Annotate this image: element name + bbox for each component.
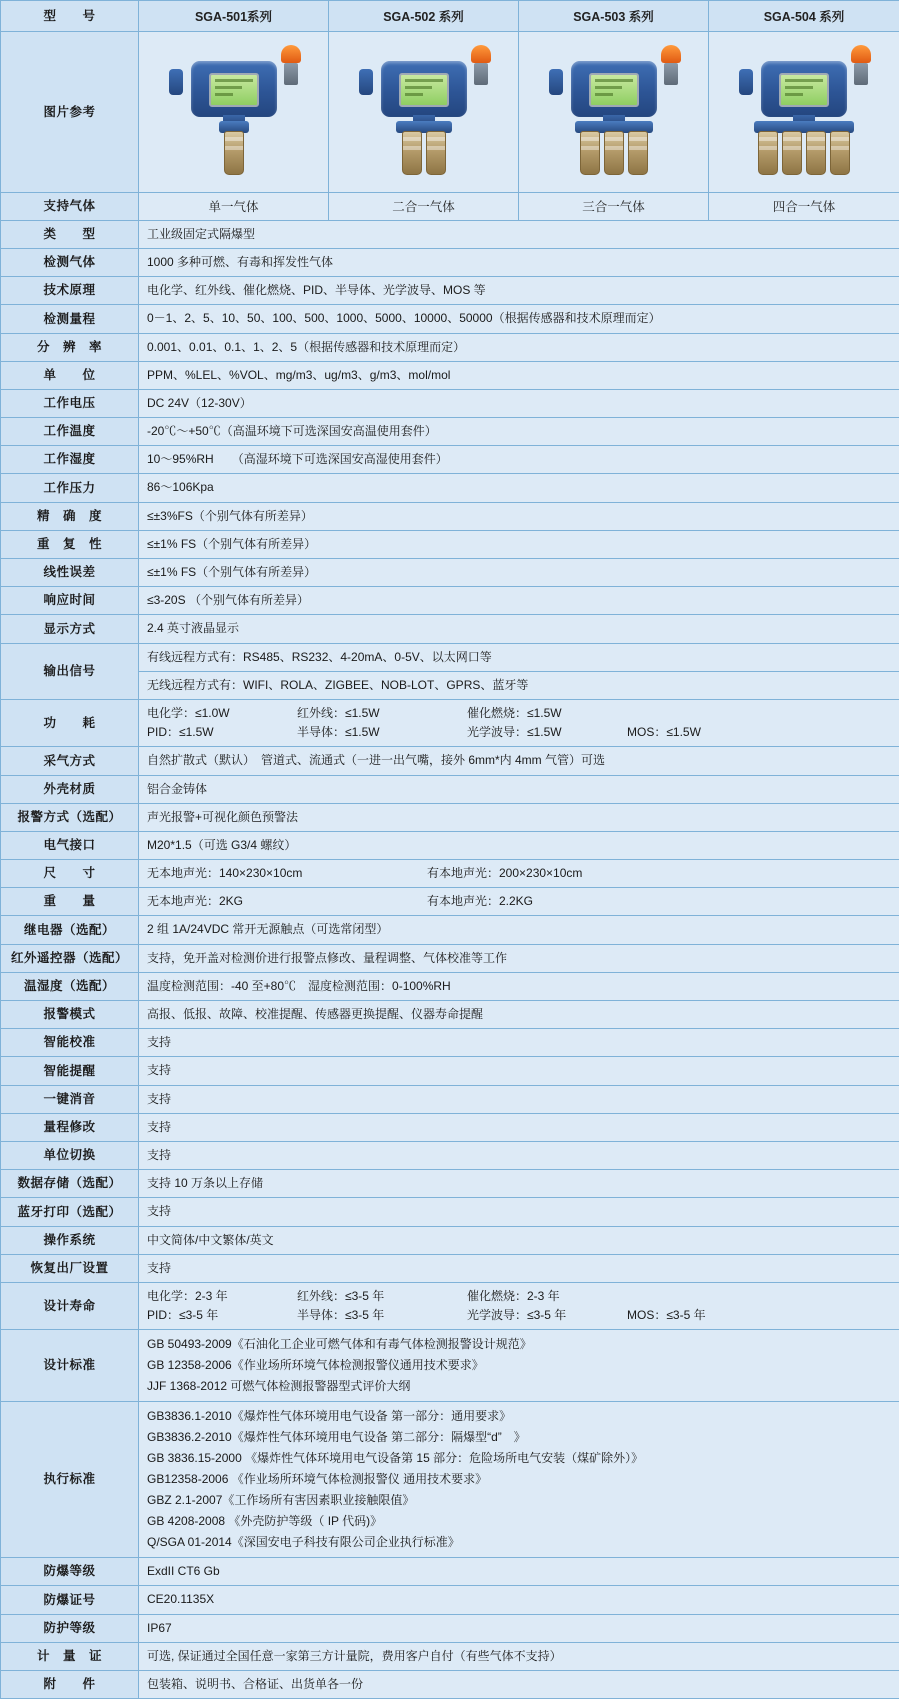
row-value: M20*1.5（可选 G3/4 螺纹） [139, 831, 899, 859]
row-value: CE20.1135X [139, 1586, 899, 1614]
row-value: 10～95%RH （高湿环境下可选深国安高湿使用套件） [139, 446, 899, 474]
row-label: 重 复 性 [1, 530, 139, 558]
table-row-model [1, 1, 899, 32]
gas-detector-illustration-4 [729, 39, 879, 185]
row-value: ExdII CT6 Gb [139, 1558, 899, 1586]
row-value: ≤3-20S （个别气体有所差异） [139, 587, 899, 615]
row-label-size: 尺 寸 [1, 860, 139, 888]
size-with-alarm: 有本地声光：200×230×10cm [427, 864, 582, 883]
row-value: ≤±3%FS（个别气体有所差异） [139, 502, 899, 530]
weight-with-alarm: 有本地声光：2.2KG [427, 892, 533, 911]
row-value: 高报、低报、故障、校准提醒、传感器更换提醒、仪器寿命提醒 [139, 1001, 899, 1029]
life-infrared: 红外线：≤3-5 年 [297, 1287, 467, 1306]
row-label-model: 型 号 [1, 1, 139, 32]
sensor-group [758, 131, 850, 175]
table-row-size [1, 860, 899, 888]
gas-value-501: 单一气体 [139, 193, 329, 221]
table-row [1, 389, 899, 417]
row-value: 支持 [139, 1085, 899, 1113]
row-value: IP67 [139, 1614, 899, 1642]
display-screen-icon [589, 73, 639, 107]
row-label: 单 位 [1, 361, 139, 389]
row-value: 支持 [139, 1198, 899, 1226]
row-value: 可选, 保证通过全国任意一家第三方计量院，费用客户自付（有些气体不支持） [139, 1642, 899, 1670]
table-row [1, 277, 899, 305]
row-label: 温湿度（选配） [1, 972, 139, 1000]
device-image-501 [139, 32, 329, 193]
life-catalytic: 催化燃烧：2-3 年 [467, 1287, 560, 1306]
exec-standard-line: GB3836.1-2010《爆炸性气体环境用电气设备 第一部分：通用要求》 [147, 1406, 891, 1427]
life-electrochemical: 电化学：2-3 年 [147, 1287, 297, 1306]
row-label: 响应时间 [1, 587, 139, 615]
table-row [1, 1029, 899, 1057]
row-label: 技术原理 [1, 277, 139, 305]
row-value-exec-standard [139, 1402, 899, 1558]
table-row [1, 1085, 899, 1113]
row-label: 防护等级 [1, 1614, 139, 1642]
table-row [1, 1001, 899, 1029]
row-label: 工作电压 [1, 389, 139, 417]
table-row [1, 361, 899, 389]
table-row [1, 220, 899, 248]
row-label: 恢复出厂设置 [1, 1254, 139, 1282]
row-label-output-signal: 输出信号 [1, 643, 139, 699]
row-value: DC 24V（12-30V） [139, 389, 899, 417]
row-value-weight [139, 888, 899, 916]
table-row-power [1, 699, 899, 746]
row-label: 显示方式 [1, 615, 139, 643]
model-504: SGA-504 系列 [709, 1, 899, 32]
row-label: 红外遥控器（选配） [1, 944, 139, 972]
table-row-images [1, 32, 899, 193]
exec-standard-line: GB12358-2006 《作业场所环境气体检测报警仪 通用技术要求》 [147, 1469, 891, 1490]
row-label: 采气方式 [1, 747, 139, 775]
table-row [1, 305, 899, 333]
life-line-1 [147, 1287, 891, 1306]
power-infrared: 红外线：≤1.5W [297, 704, 467, 723]
row-label-exec-standard: 执行标准 [1, 1402, 139, 1558]
row-value-size [139, 860, 899, 888]
table-row-exec-standard [1, 1402, 899, 1558]
table-row [1, 1586, 899, 1614]
life-mos: MOS：≤3-5 年 [627, 1306, 706, 1325]
alarm-light-icon [851, 45, 871, 85]
size-without-alarm: 无本地声光：140×230×10cm [147, 864, 427, 883]
row-value: 0－1、2、5、10、50、100、500、1000、5000、10000、50000（根据传感器和技术原理而定） [139, 305, 899, 333]
model-503: SGA-503 系列 [519, 1, 709, 32]
design-standard-line: GB 12358-2006《作业场所环境气体检测报警仪通用技术要求》 [147, 1355, 891, 1376]
row-value: 支持 [139, 1113, 899, 1141]
table-row [1, 1198, 899, 1226]
row-label: 检测量程 [1, 305, 139, 333]
sensor-group [224, 131, 244, 175]
row-value: 中文简体/中文繁体/英文 [139, 1226, 899, 1254]
row-value: PPM、%LEL、%VOL、mg/m3、ug/m3、g/m3、mol/mol [139, 361, 899, 389]
table-row [1, 803, 899, 831]
row-label-image: 图片参考 [1, 32, 139, 193]
table-row [1, 1558, 899, 1586]
table-row [1, 615, 899, 643]
sensor-group [580, 131, 648, 175]
row-value: 声光报警+可视化颜色预警法 [139, 803, 899, 831]
row-value: 电化学、红外线、催化燃烧、PID、半导体、光学波导、MOS 等 [139, 277, 899, 305]
row-value: 支持 [139, 1029, 899, 1057]
row-value: 温度检测范围：-40 至+80℃ 湿度检测范围：0-100%RH [139, 972, 899, 1000]
table-row [1, 1671, 899, 1699]
row-value: 0.001、0.01、0.1、1、2、5（根据传感器和技术原理而定） [139, 333, 899, 361]
display-screen-icon [399, 73, 449, 107]
row-label: 报警方式（选配） [1, 803, 139, 831]
row-label: 类 型 [1, 220, 139, 248]
display-screen-icon [779, 73, 829, 107]
gas-value-504: 四合一气体 [709, 193, 899, 221]
row-label: 电气接口 [1, 831, 139, 859]
row-value-design-life [139, 1282, 899, 1329]
table-row [1, 502, 899, 530]
row-value: 铝合金铸体 [139, 775, 899, 803]
row-label: 工作压力 [1, 474, 139, 502]
row-label: 数据存储（选配） [1, 1170, 139, 1198]
gas-detector-illustration-1 [159, 39, 309, 185]
model-502: SGA-502 系列 [329, 1, 519, 32]
table-row [1, 559, 899, 587]
weight-without-alarm: 无本地声光：2KG [147, 892, 427, 911]
row-label-power: 功 耗 [1, 699, 139, 746]
row-value: 支持 [139, 1141, 899, 1169]
power-semiconductor: 半导体：≤1.5W [297, 723, 467, 742]
row-value: 支持 10 万条以上存储 [139, 1170, 899, 1198]
row-value: 支持，免开盖对检测价进行报警点修改、量程调整、气体校准等工作 [139, 944, 899, 972]
table-row [1, 418, 899, 446]
row-value-power [139, 699, 899, 746]
table-row [1, 474, 899, 502]
power-line-2 [147, 723, 891, 742]
output-wired: 有线远程方式有：RS485、RS232、4-20mA、0-5V、以太网口等 [139, 643, 899, 671]
power-electrochemical: 电化学：≤1.0W [147, 704, 297, 723]
display-screen-icon [209, 73, 259, 107]
row-label: 智能提醒 [1, 1057, 139, 1085]
power-optical: 光学波导：≤1.5W [467, 723, 627, 742]
row-value: -20℃～+50℃（高温环境下可选深国安高温使用套件） [139, 418, 899, 446]
gas-value-503: 三合一气体 [519, 193, 709, 221]
life-pid: PID：≤3-5 年 [147, 1306, 297, 1325]
row-value: 支持 [139, 1057, 899, 1085]
exec-standard-line: GB 3836.15-2000 《爆炸性气体环境用电气设备第 15 部分：危险场所电气安装（煤矿除外）》 [147, 1448, 891, 1469]
sensor-group [402, 131, 446, 175]
device-image-504 [709, 32, 899, 193]
alarm-light-icon [471, 45, 491, 85]
table-row-design-life [1, 1282, 899, 1329]
exec-standard-line: GB 4208-2008 《外壳防护等级（ IP 代码)》 [147, 1511, 891, 1532]
table-row [1, 1614, 899, 1642]
row-value: ≤±1% FS（个别气体有所差异） [139, 559, 899, 587]
row-value: 包装箱、说明书、合格证、出货单各一份 [139, 1671, 899, 1699]
row-value: 支持 [139, 1254, 899, 1282]
row-label: 蓝牙打印（选配） [1, 1198, 139, 1226]
table-row [1, 446, 899, 474]
row-value-design-standard [139, 1330, 899, 1402]
table-row [1, 333, 899, 361]
table-row [1, 1141, 899, 1169]
table-row [1, 916, 899, 944]
table-row [1, 248, 899, 276]
row-value: 工业级固定式隔爆型 [139, 220, 899, 248]
table-row [1, 1057, 899, 1085]
row-label: 工作温度 [1, 418, 139, 446]
table-row [1, 1170, 899, 1198]
device-image-502 [329, 32, 519, 193]
device-image-503 [519, 32, 709, 193]
output-wireless: 无线远程方式有：WIFI、ROLA、ZIGBEE、NOB-LOT、GPRS、蓝牙等 [139, 671, 899, 699]
power-catalytic: 催化燃烧：≤1.5W [467, 704, 562, 723]
row-value: 2 组 1A/24VDC 常开无源触点（可选常闭型） [139, 916, 899, 944]
row-label: 线性误差 [1, 559, 139, 587]
table-row [1, 1113, 899, 1141]
row-label: 单位切换 [1, 1141, 139, 1169]
row-label: 一键消音 [1, 1085, 139, 1113]
row-label: 计 量 证 [1, 1642, 139, 1670]
table-row [1, 944, 899, 972]
table-row-weight [1, 888, 899, 916]
row-label: 分 辨 率 [1, 333, 139, 361]
table-row-design-standard [1, 1330, 899, 1402]
alarm-light-icon [661, 45, 681, 85]
row-label-supported-gas: 支持气体 [1, 193, 139, 221]
row-label-weight: 重 量 [1, 888, 139, 916]
table-row [1, 1642, 899, 1670]
design-standard-line: JJF 1368-2012 可燃气体检测报警器型式评价大纲 [147, 1376, 891, 1397]
design-standard-line: GB 50493-2009《石油化工企业可燃气体和有毒气体检测报警设计规范》 [147, 1334, 891, 1355]
exec-standard-line: GBZ 2.1-2007《工作场所有害因素职业接触限值》 [147, 1490, 891, 1511]
row-label-design-standard: 设计标准 [1, 1330, 139, 1402]
row-value: ≤±1% FS（个别气体有所差异） [139, 530, 899, 558]
table-row [1, 775, 899, 803]
life-semiconductor: 半导体：≤3-5 年 [297, 1306, 467, 1325]
row-label: 附 件 [1, 1671, 139, 1699]
table-row [1, 972, 899, 1000]
table-row [1, 1254, 899, 1282]
power-line-1 [147, 704, 891, 723]
row-label: 智能校准 [1, 1029, 139, 1057]
row-value: 自然扩散式（默认） 管道式、流通式（一进一出气嘴，接外 6mm*内 4mm 气管）可选 [139, 747, 899, 775]
row-label: 防爆证号 [1, 1586, 139, 1614]
life-line-2 [147, 1306, 891, 1325]
table-row [1, 1226, 899, 1254]
model-501: SGA-501系列 [139, 1, 329, 32]
table-row-output-signal [1, 643, 899, 671]
power-mos: MOS：≤1.5W [627, 723, 701, 742]
table-row-supported-gas [1, 193, 899, 221]
gas-detector-illustration-2 [349, 39, 499, 185]
row-label: 继电器（选配） [1, 916, 139, 944]
exec-standard-line: Q/SGA 01-2014《深国安电子科技有限公司企业执行标准》 [147, 1532, 891, 1553]
life-optical: 光学波导：≤3-5 年 [467, 1306, 627, 1325]
row-label-design-life: 设计寿命 [1, 1282, 139, 1329]
table-row [1, 747, 899, 775]
row-value: 86～106Kpa [139, 474, 899, 502]
row-label: 外壳材质 [1, 775, 139, 803]
gas-detector-illustration-3 [539, 39, 689, 185]
exec-standard-line: GB3836.2-2010《爆炸性气体环境用电气设备 第二部分：隔爆型“d” 》 [147, 1427, 891, 1448]
table-row [1, 530, 899, 558]
row-label: 操作系统 [1, 1226, 139, 1254]
row-value: 2.4 英寸液晶显示 [139, 615, 899, 643]
row-label: 工作湿度 [1, 446, 139, 474]
alarm-light-icon [281, 45, 301, 85]
gas-value-502: 二合一气体 [329, 193, 519, 221]
row-label: 报警模式 [1, 1001, 139, 1029]
row-label: 量程修改 [1, 1113, 139, 1141]
row-value: 1000 多种可燃、有毒和挥发性气体 [139, 248, 899, 276]
row-label: 检测气体 [1, 248, 139, 276]
row-label: 防爆等级 [1, 1558, 139, 1586]
row-label: 精 确 度 [1, 502, 139, 530]
table-row [1, 587, 899, 615]
table-row [1, 831, 899, 859]
power-pid: PID：≤1.5W [147, 723, 297, 742]
